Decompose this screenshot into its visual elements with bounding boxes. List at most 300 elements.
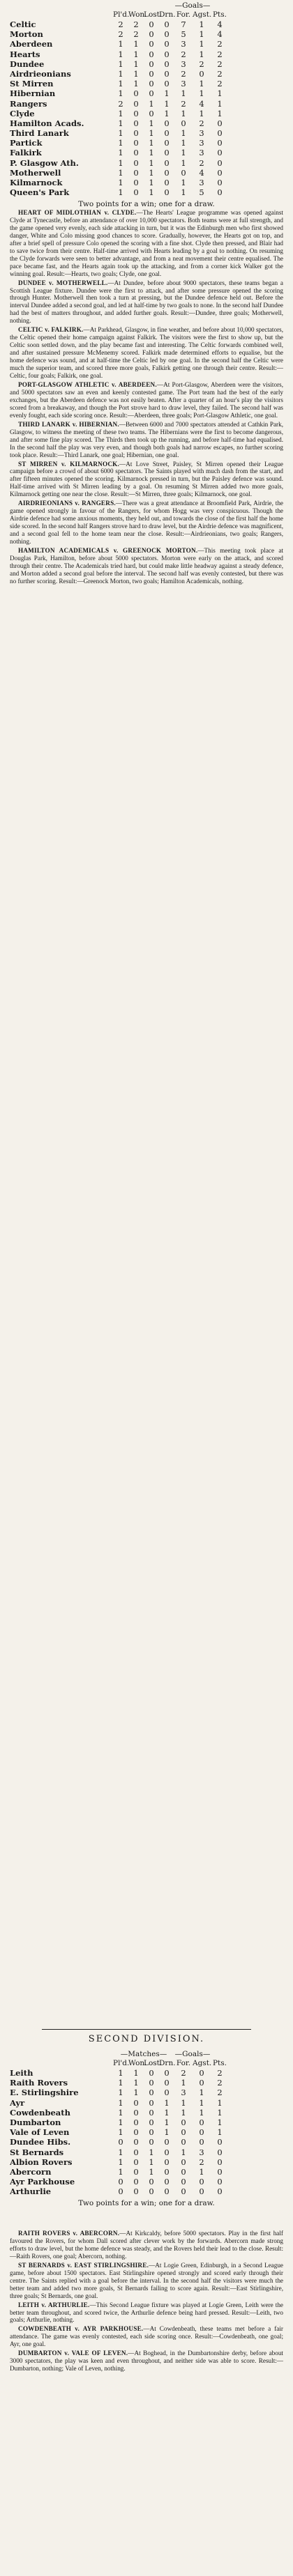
stat-agst: 2	[199, 59, 204, 69]
table-row	[10, 79, 283, 88]
stat-drn: 0	[164, 2137, 170, 2147]
stat-agst: 3	[199, 148, 204, 158]
stat-agst: 1	[199, 79, 204, 89]
stat-lost: 1	[149, 187, 154, 198]
division-two-title: SECOND DIVISION.	[88, 2034, 205, 2044]
stat-pts: 2	[217, 39, 223, 49]
match-report-text: —The Hearts' League programme was opened against Clyde at Tynecastle, before an attendance of over 10,000 spectators. Both teams were at full strength, and the game opened very evenly, each side attacking in turn, but it was the Edinburgh men who first showed danger, White and Colo missing good chances to score. Gradually, however, the Hearts got on top, and after a brief spell of pressure Colo opened the scoring with a fine shot. Clyde then pressed, and Blair had to save twice from their centre. Half-time arrived with Hearts leading by a goal to nothing. On resuming the Clyde forwards were seen to better advantage, and from a neat movement their centre equalised. The pace became fast, and the Hearts again took up the attacking, and from a corner kick Walker got the winning goal. Result:—Hearts, two goals; Clyde, one goal.	[10, 209, 283, 277]
stat-won: 0	[133, 178, 139, 187]
stat-drn: 0	[164, 187, 170, 198]
stat-for: 0	[181, 2117, 186, 2127]
club-name: Third Lanark	[10, 128, 69, 139]
club-name: E. Stirlingshire	[10, 2088, 79, 2098]
club-name: Kilmarnock	[10, 178, 63, 187]
table-row	[10, 118, 283, 128]
stat-pts: 1	[217, 2117, 223, 2127]
stat-drn: 0	[164, 118, 170, 128]
stat-lost: 0	[149, 108, 154, 118]
stat-pld: 0	[118, 2137, 123, 2147]
table-row	[10, 2078, 283, 2088]
club-name: Falkirk	[10, 148, 42, 158]
stat-pts: 2	[217, 2088, 223, 2098]
stat-won: 0	[133, 88, 139, 99]
stat-for: 0	[181, 167, 186, 178]
stat-pts: 0	[217, 2157, 223, 2167]
table-row	[10, 2167, 283, 2177]
match-report-heading: AIRDRIEONIANS v. RANGERS.	[18, 500, 116, 507]
stat-drn: 0	[164, 167, 170, 178]
stat-pld: 1	[118, 187, 123, 198]
stat-won: 0	[133, 167, 139, 178]
match-report	[10, 461, 283, 499]
stat-lost: 0	[149, 20, 154, 29]
club-name: Dumbarton	[10, 2117, 61, 2127]
stat-lost: 0	[149, 2177, 154, 2187]
stat-pld: 1	[118, 2097, 123, 2108]
stat-agst: 0	[199, 2137, 204, 2147]
stat-lost: 1	[149, 128, 154, 139]
club-name: Arthurlie	[10, 2186, 52, 2197]
match-report-text: —At Parkhead, Glasgow, in fine weather, and before about 10,000 spectators, the Celtic opened their home campaign against Falkirk. The visitors were the first to show up, but the Celtic soon settled down, and the play became fast and interesting. The Celtic forwards combined well, and after sustained pressure McMenemy scored. Falkirk made determined efforts to equalise, but the home defence was sound, and at half-time the Celtic led by one goal. In the second half the Celtic were much the superior team, and scored three more goals, Falkirk getting one through their centre. Result:—Celtic, four goals; Falkirk, one goal.	[10, 326, 283, 380]
stat-agst: 3	[199, 128, 204, 139]
table-row	[10, 2088, 283, 2097]
stat-pts: 0	[217, 2137, 223, 2147]
stat-won: 0	[133, 98, 139, 109]
stat-pld: 1	[118, 118, 123, 128]
stat-agst: 2	[199, 118, 204, 128]
stat-pts: 1	[217, 108, 223, 118]
stat-lost: 0	[149, 2097, 154, 2108]
division-two-column-header: Pl'd. Won. Lost. Drn. For. Agst. Pts.	[113, 2059, 227, 2067]
stat-drn: 0	[164, 138, 170, 148]
club-name: Dundee Hibs.	[10, 2137, 71, 2147]
stat-pts: 0	[217, 118, 223, 128]
table-row	[10, 158, 283, 168]
stat-pld: 1	[118, 2147, 123, 2157]
stat-for: 1	[181, 157, 186, 168]
stat-won: 0	[133, 2166, 139, 2177]
stat-agst: 0	[199, 2068, 204, 2078]
stat-pts: 0	[217, 148, 223, 158]
match-report	[10, 2325, 283, 2348]
table-row	[10, 2186, 283, 2196]
table-row	[10, 88, 283, 98]
stat-pts: 0	[217, 2186, 223, 2197]
stat-won: 0	[133, 2157, 139, 2167]
stat-won: 0	[133, 2186, 139, 2197]
stat-pts: 0	[217, 167, 223, 178]
club-name: Morton	[10, 29, 43, 40]
match-report-text: —At Dundee, before about 9000 spectators, these teams began a Scottish League fixture. Dundee were the first to attack, and after some pressure opened the scoring through Hunter. Motherwell then took a turn at pressing, but the Dundee defence held out. Before the interval Dundee added a second goal, and led at half-time by two goals to none. In the second half Dundee had the best of matters throughout, and added further goals. Result:—Dundee, three goals; Motherwell, nothing.	[10, 279, 283, 325]
stat-lost: 1	[149, 98, 154, 109]
match-report	[10, 381, 283, 419]
stat-agst: 1	[199, 88, 204, 99]
stat-won: 0	[133, 128, 139, 139]
stat-lost: 0	[149, 59, 154, 69]
division-one-points-note: Two points for a win; one for a draw.	[78, 200, 215, 209]
stat-agst: 3	[199, 138, 204, 148]
stat-drn: 0	[164, 49, 170, 59]
division-one-column-header: Pl'd. Won. Lost. Drn. For. Agst. Pts.	[113, 10, 227, 19]
club-name: Hearts	[10, 49, 40, 59]
stat-pts: 2	[217, 2068, 223, 2078]
stat-lost: 1	[149, 167, 154, 178]
stat-won: 1	[133, 2088, 139, 2098]
stat-drn: 0	[164, 29, 170, 40]
stat-won: 0	[133, 108, 139, 118]
stat-pld: 1	[118, 2127, 123, 2138]
stat-agst: 1	[199, 39, 204, 49]
stat-pts: 0	[217, 128, 223, 139]
stat-for: 7	[181, 20, 186, 29]
table-row	[10, 109, 283, 118]
stat-agst: 0	[199, 2186, 204, 2197]
stat-pld: 1	[118, 2166, 123, 2177]
division-two-table	[10, 2050, 283, 2209]
stat-pts: 1	[217, 2107, 223, 2118]
stat-lost: 0	[149, 2127, 154, 2138]
stat-lost: 0	[149, 49, 154, 59]
stat-for: 1	[181, 187, 186, 198]
stat-pts: 1	[217, 98, 223, 109]
match-report-text: —Between 6000 and 7000 spectators attended at Cathkin Park, Glasgow, to witness the meeting of these two teams. The Hibernians were the first to become dangerous, and after some fine play scored. The Thirds then took up the running, and before half-time had equalised. In the second half the play was very even, and though both goals had narrow escapes, no further scoring took place. Result:—Third Lanark, one goal; Hibernian, one goal.	[10, 420, 284, 458]
stat-drn: 0	[164, 68, 170, 79]
club-name: Partick	[10, 138, 43, 148]
stat-drn: 0	[164, 39, 170, 49]
stat-pld: 1	[118, 79, 123, 89]
match-report	[10, 2301, 283, 2324]
division-two-group-header: —Matches— —Goals—	[120, 2050, 211, 2058]
stat-lost: 0	[149, 2088, 154, 2098]
stat-for: 1	[181, 2147, 186, 2157]
club-name: Albion Rovers	[10, 2157, 73, 2167]
stat-lost: 1	[149, 157, 154, 168]
stat-won: 0	[133, 148, 139, 158]
stat-pts: 1	[217, 2127, 223, 2138]
match-report	[10, 279, 283, 325]
club-name: Hibernian	[10, 88, 56, 99]
club-name: Clyde	[10, 108, 35, 118]
club-name: Dundee	[10, 59, 45, 69]
stat-won: 0	[133, 2097, 139, 2108]
stat-drn: 1	[164, 2107, 170, 2118]
stat-for: 0	[181, 2127, 186, 2138]
match-report-text: —At Port-Glasgow, Aberdeen were the visitors, and 5000 spectators saw an even and keenly contested game. The Port team had the best of the early exchanges, but the Aberdeen defence was not easily beaten. After a quarter of an hour's play the visitors scored from a breakaway, and though the Port strove hard to draw level, they failed. The second half was evenly fought, each side scoring once. Result:—Aberdeen, three goals; Port-Glasgow Athletic, one goal.	[10, 380, 283, 419]
club-name: Hamilton Acads.	[10, 118, 84, 128]
stat-agst: 5	[199, 187, 204, 198]
stat-pld: 1	[118, 148, 123, 158]
division-one-reports	[10, 209, 283, 587]
stat-for: 2	[181, 98, 186, 109]
match-report-heading: RAITH ROVERS v. ABERCORN.	[18, 2230, 120, 2237]
stat-won: 0	[133, 2117, 139, 2127]
match-report-heading: LEITH v. ARTHURLIE.	[18, 2301, 90, 2308]
stat-won: 0	[133, 138, 139, 148]
match-report-text: —At Kirkcaldy, before 5000 spectators. Play in the first half favoured the Rovers, for whom Dall scored after clever work by the forwards. Abercorn made strong efforts to draw level, but the home defence was steady, and the Rovers held their lead to the close. Result:—Raith Rovers, one goal; Abercorn, nothing.	[10, 2230, 283, 2260]
table-row	[10, 2098, 283, 2108]
stat-pts: 2	[217, 79, 223, 89]
stat-agst: 1	[199, 29, 204, 40]
stat-pld: 1	[118, 2068, 123, 2078]
stat-won: 0	[133, 2177, 139, 2187]
stat-for: 0	[181, 2137, 186, 2147]
stat-won: 1	[133, 79, 139, 89]
table-row	[10, 168, 283, 178]
club-name: Aberdeen	[10, 39, 53, 49]
stat-agst: 4	[199, 98, 204, 109]
stat-for: 2	[181, 68, 186, 79]
stat-drn: 0	[164, 2068, 170, 2078]
stat-for: 1	[181, 128, 186, 139]
match-report-text: —This Second League fixture was played at Logie Green, Leith were the better team throughout, and scored twice, the Arthurlie defence being hard pressed. Result:—Leith, two goals; Arthurlie, nothing.	[10, 2301, 284, 2324]
table-row	[10, 39, 283, 49]
stat-pld: 2	[118, 29, 123, 40]
match-report-heading: CELTIC v. FALKIRK.	[18, 326, 84, 334]
stat-for: 1	[181, 178, 186, 187]
table-row	[10, 187, 283, 197]
stat-for: 1	[181, 88, 186, 99]
stat-for: 1	[181, 108, 186, 118]
stat-won: 1	[133, 68, 139, 79]
stat-lost: 0	[149, 2117, 154, 2127]
match-report	[10, 2230, 283, 2260]
club-name: Celtic	[10, 20, 36, 29]
stat-pld: 1	[118, 157, 123, 168]
stat-won: 0	[133, 2147, 139, 2157]
stat-agst: 0	[199, 2117, 204, 2127]
stat-for: 1	[181, 148, 186, 158]
table-row	[10, 2068, 283, 2078]
stat-lost: 1	[149, 2157, 154, 2167]
table-row	[10, 99, 283, 109]
stat-pld: 0	[118, 2186, 123, 2197]
stat-drn: 0	[164, 59, 170, 69]
stat-pld: 1	[118, 39, 123, 49]
stat-pld: 2	[118, 20, 123, 29]
match-report-heading: HAMILTON ACADEMICALS v. GREENOCK MORTON.	[18, 546, 198, 554]
stat-pts: 2	[217, 2078, 223, 2088]
club-name: Cowdenbeath	[10, 2107, 70, 2118]
stat-agst: 1	[199, 2166, 204, 2177]
stat-won: 0	[133, 118, 139, 128]
stat-drn: 0	[164, 2166, 170, 2177]
stat-pld: 1	[118, 59, 123, 69]
stat-for: 3	[181, 2088, 186, 2098]
match-report-heading: PORT-GLASGOW ATHLETIC v. ABERDEEN.	[18, 380, 157, 388]
table-row	[10, 2118, 283, 2127]
stat-lost: 1	[149, 2166, 154, 2177]
stat-drn: 0	[164, 2088, 170, 2098]
stat-won: 0	[133, 157, 139, 168]
stat-drn: 1	[164, 108, 170, 118]
stat-drn: 0	[164, 2186, 170, 2197]
stat-drn: 0	[164, 178, 170, 187]
stat-for: 0	[181, 2186, 186, 2197]
stat-pts: 4	[217, 20, 223, 29]
stat-drn: 1	[164, 2127, 170, 2138]
stat-pld: 1	[118, 138, 123, 148]
stat-pld: 1	[118, 2088, 123, 2098]
match-report	[10, 2262, 283, 2300]
stat-agst: 1	[199, 108, 204, 118]
club-name: Raith Rovers	[10, 2078, 68, 2088]
stat-won: 2	[133, 29, 139, 40]
stat-pld: 1	[118, 2117, 123, 2127]
club-name: Ayr Parkhouse	[10, 2177, 75, 2187]
match-report-text: —At Love Street, Paisley, St Mirren opened their League campaign before a crowd of about 6000 spectators. The Saints played with much dash from the start, and after fifteen minutes opened the scoring. Kilmarnock pressed in turn, but the Paisley defence was sound. Half-time arrived with St Mirren leading by a goal. On resuming St Mirren added two more goals, Kilmarnock getting one near the close. Result:—St Mirren, three goals; Kilmarnock, one goal.	[10, 460, 284, 498]
stat-pts: 0	[217, 178, 223, 187]
stat-pts: 2	[217, 68, 223, 79]
table-row	[10, 148, 283, 157]
stat-for: 1	[181, 2078, 186, 2088]
stat-for: 3	[181, 79, 186, 89]
stat-pld: 1	[118, 68, 123, 79]
stat-drn: 0	[164, 128, 170, 139]
stat-lost: 0	[149, 2137, 154, 2147]
stat-lost: 1	[149, 138, 154, 148]
club-name: Leith	[10, 2068, 33, 2078]
stat-agst: 3	[199, 2147, 204, 2157]
club-name: St Mirren	[10, 79, 54, 89]
stat-agst: 1	[199, 49, 204, 59]
club-name: P. Glasgow Ath.	[10, 157, 79, 168]
stat-pts: 2	[217, 59, 223, 69]
stat-for: 1	[181, 138, 186, 148]
stat-lost: 0	[149, 2107, 154, 2118]
stat-won: 1	[133, 59, 139, 69]
table-row	[10, 2137, 283, 2147]
stat-won: 0	[133, 2137, 139, 2147]
stat-pts: 2	[217, 49, 223, 59]
stat-agst: 0	[199, 2127, 204, 2138]
stat-agst: 3	[199, 178, 204, 187]
stat-pts: 4	[217, 29, 223, 40]
stat-pts: 0	[217, 187, 223, 198]
table-row	[10, 49, 283, 59]
stat-agst: 1	[199, 20, 204, 29]
stat-lost: 0	[149, 2078, 154, 2088]
division-one-table	[10, 1, 283, 210]
stat-drn: 0	[164, 157, 170, 168]
match-report-heading: DUNDEE v. MOTHERWELL.	[18, 279, 108, 286]
stat-for: 0	[181, 2166, 186, 2177]
stat-agst: 0	[199, 2177, 204, 2187]
stat-pts: 0	[217, 2166, 223, 2177]
match-report	[10, 326, 283, 380]
match-report-heading: HEART OF MIDLOTHIAN v. CLYDE.	[18, 209, 137, 216]
table-row	[10, 128, 283, 138]
stat-won: 1	[133, 49, 139, 59]
match-report-heading: ST BERNARDS v. EAST STIRLINGSHIRE.	[18, 2261, 149, 2269]
division-two-reports	[10, 2230, 283, 2374]
stat-drn: 1	[164, 88, 170, 99]
stat-lost: 0	[149, 39, 154, 49]
section-divider	[42, 2029, 251, 2030]
club-name: Ayr	[10, 2097, 25, 2108]
stat-drn: 0	[164, 79, 170, 89]
stat-for: 2	[181, 2068, 186, 2078]
stat-pld: 1	[118, 2107, 123, 2118]
division-one-goals-header: —Goals—	[174, 1, 211, 10]
stat-drn: 0	[164, 20, 170, 29]
table-row	[10, 138, 283, 148]
division-two-rows	[10, 2068, 283, 2196]
stat-lost: 1	[149, 118, 154, 128]
club-name: Vale of Leven	[10, 2127, 70, 2138]
stat-pld: 1	[118, 88, 123, 99]
stat-for: 1	[181, 2097, 186, 2108]
stat-for: 2	[181, 49, 186, 59]
stat-pld: 0	[118, 2177, 123, 2187]
stat-for: 3	[181, 39, 186, 49]
club-name: Rangers	[10, 98, 47, 109]
table-row	[10, 2127, 283, 2137]
stat-pld: 1	[118, 49, 123, 59]
table-row	[10, 59, 283, 69]
stat-lost: 0	[149, 79, 154, 89]
match-report	[10, 547, 283, 585]
table-row	[10, 20, 283, 29]
match-report-text: —At Boghead, in the Dumbartonshire derby, before about 3000 spectators, the play was keen and even throughout, and neither side was able to score. Result:—Dumbarton, nothing; Vale of Leven, nothing.	[10, 2350, 283, 2373]
table-row	[10, 29, 283, 39]
stat-pld: 1	[118, 128, 123, 139]
club-name: Airdrieonians	[10, 68, 71, 79]
stat-pts: 1	[217, 2097, 223, 2108]
club-name: St Bernards	[10, 2147, 64, 2157]
club-name: Motherwell	[10, 167, 61, 178]
table-row	[10, 69, 283, 79]
stat-won: 1	[133, 2078, 139, 2088]
stat-agst: 2	[199, 2157, 204, 2167]
match-report-text: —There was a great attendance at Broomfield Park, Airdrie, the game opened strongly in favour of the Rangers, for whom Hogg was very conspicuous. Though the Airdrie defence had some anxious moments, they held out, and towards the close of the first half the home side scored. In the second half Rangers strove hard to draw level, but the Airdrie defence was magnificent, and a second goal fell to the home team near the close. Result:—Airdrieonians, two goals; Rangers, nothing.	[10, 500, 283, 546]
stat-lost: 0	[149, 2068, 154, 2078]
stat-lost: 0	[149, 2186, 154, 2197]
stat-pts: 0	[217, 2177, 223, 2187]
stat-drn: 0	[164, 2177, 170, 2187]
match-report-text: —This meeting took place at Douglas Park, Hamilton, before about 5000 spectators. Morton were early on the attack, and scored through their centre. The Academicals tried hard, but could make little headway against a steady defence, and Morton added a second goal before the interval. The second half was evenly contested, but there was no further scoring. Result:—Greenock Morton, two goals; Hamilton Academicals, nothing.	[10, 546, 283, 585]
stat-drn: 1	[164, 2097, 170, 2108]
table-row	[10, 2108, 283, 2118]
match-report-heading: DUMBARTON v. VALE OF LEVEN.	[18, 2350, 128, 2357]
table-row	[10, 2157, 283, 2167]
stat-drn: 0	[164, 2147, 170, 2157]
stat-for: 5	[181, 29, 186, 40]
stat-lost: 0	[149, 88, 154, 99]
match-report-heading: COWDENBEATH v. AYR PARKHOUSE.	[18, 2325, 144, 2333]
stat-for: 0	[181, 2177, 186, 2187]
table-row	[10, 2147, 283, 2157]
stat-lost: 1	[149, 2147, 154, 2157]
stat-pts: 0	[217, 2147, 223, 2157]
stat-pts: 0	[217, 138, 223, 148]
stat-agst: 0	[199, 68, 204, 79]
match-report-text: —At Logie Green, Edinburgh, in a Second League game, before about 1500 spectators. East Stirlingshire opened strongly and scored early through their centre. The Saints replied with a goal before the interval. In the second half the visitors were much the better team and added two more goals, St Bernards failing to score again. Result:—East Stirlingshire, three goals; St Bernards, one goal.	[10, 2261, 284, 2299]
match-report	[10, 500, 283, 546]
match-report	[10, 421, 283, 459]
stat-pld: 1	[118, 108, 123, 118]
stat-lost: 1	[149, 178, 154, 187]
stat-pld: 2	[118, 98, 123, 109]
stat-agst: 2	[199, 157, 204, 168]
match-report-heading: THIRD LANARK v. HIBERNIAN.	[18, 420, 119, 428]
stat-lost: 0	[149, 29, 154, 40]
stat-for: 0	[181, 118, 186, 128]
match-report	[10, 209, 283, 278]
stat-pts: 1	[217, 88, 223, 99]
stat-lost: 0	[149, 68, 154, 79]
match-report-heading: ST MIRREN v. KILMARNOCK.	[18, 460, 120, 468]
match-report	[10, 2350, 283, 2373]
